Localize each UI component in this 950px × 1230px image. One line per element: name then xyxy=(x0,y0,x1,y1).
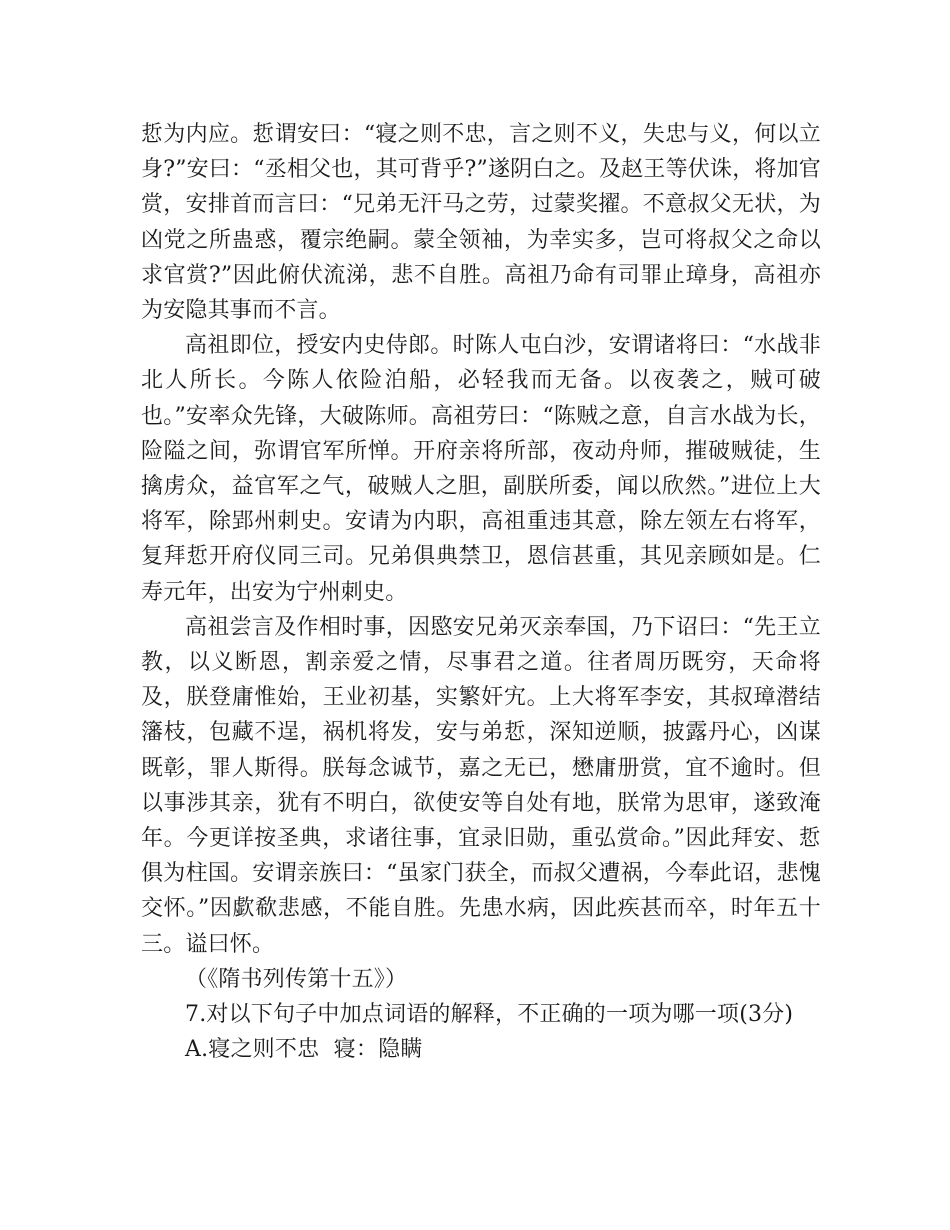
source-citation: （《隋书列传第十五》） xyxy=(185,966,408,992)
paragraph-2: 高祖即位，授安内史侍郎。时陈人屯白沙，安谓诸将曰：“水战非北人所长。今陈人依险泊船，必轻我而无备。以夜袭之，贼可破也。”安率众先锋，大破陈师。高祖劳曰：“陈贼之意，自言水战为长，险隘之间，弥谓官军所惮。开府亲将所部，夜动舟师，摧破贼徒，生擒虏众，益官军之气，破贼人之胆，副朕所委，闻以欣然。”进位上大将军，除郢州刺史。安请为内职，高祖重违其意，除左领左右将军，复拜悊开府仪同三司。兄弟俱典禁卫，恩信甚重，其见亲顾如是。仁寿元年，出安为宁州刺史。 xyxy=(141,333,821,605)
question-7: 7.对以下句子中加点词语的解释，不正确的一项为哪一项(3分) xyxy=(185,1002,794,1028)
option-a: A.寝之则不忠 寝：隐瞒 xyxy=(185,1037,423,1063)
paragraph-1: 悊为内应。悊谓安曰：“寝之则不忠，言之则不义，失忠与义，何以立身?”安曰：“丞相父也，其可背乎?”遂阴白之。及赵王等伏诛，将加官赏，安排首而言曰：“兄弟无汗马之劳，过蒙奖擢。不意叔父无状，为凶党之所蛊惑，覆宗绝嗣。蒙全领袖，为幸实多，岂可将叔父之命以求官赏?”因此俯伏流涕，悲不自胜。高祖乃命有司罪止璋身，高祖亦为安隐其事而不言。 xyxy=(141,122,821,324)
paragraph-3: 高祖尝言及作相时事，因愍安兄弟灭亲奉国，乃下诏曰：“先王立教，以义断恩，割亲爱之情，尽事君之道。往者周历既穷，天命将及，朕登庸惟始，王业初基，实繁奸宄。上大将军李安，其叔璋潜结籓枝，包藏不逞，祸机将发，安与弟悊，深知逆顺，披露丹心，凶谋既彰，罪人斯得。朕每念诚节，嘉之无已，懋庸册赏，宜不逾时。但以事涉其亲，犹有不明白，欲使安等自处有地，朕常为思审，遂致淹年。今更详按圣典，求诸往事，宜录旧勋，重弘赏命。”因此拜安、悊俱为柱国。安谓亲族曰：“虽家门获全，而叔父遭祸，今奉此诏，悲愧交怀。”因歔欷悲感，不能自胜。先患水病，因此疾甚而卒，时年五十三。谥曰怀。 xyxy=(141,614,821,957)
document-body xyxy=(141,117,821,1067)
